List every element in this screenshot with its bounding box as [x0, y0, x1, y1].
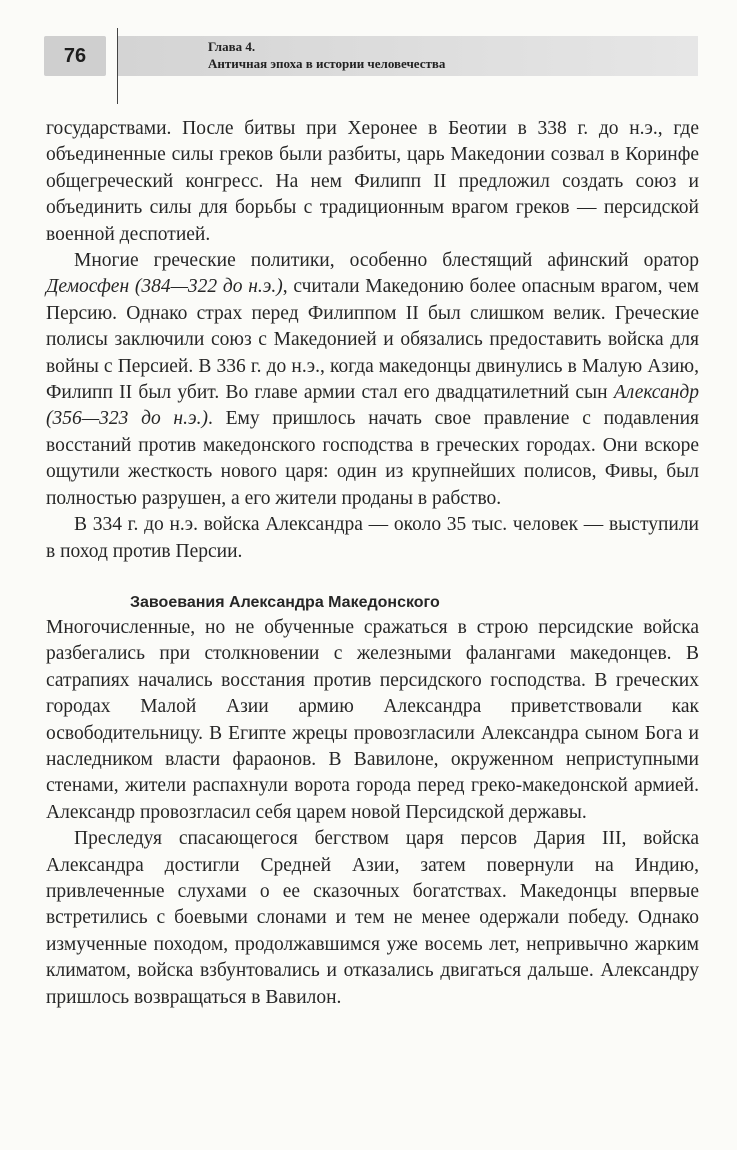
page-body	[46, 116, 699, 1011]
header-divider	[117, 28, 118, 104]
paragraph-3: В 334 г. до н.э. войска Александра — около 35 тыс. человек — выступили в поход против Персии.	[46, 514, 699, 562]
paragraph-2-text-c: . Ему пришлось начать свое правление с подавления восстаний против македонского господства в греческих городах. Они вскоре ощутили жесткость нового царя: один из крупнейших полисов, Фивы, был полностью разрушен, а его жители проданы в рабство.	[46, 408, 699, 509]
header-bar	[118, 36, 698, 76]
paragraph-4: Многочисленные, но не обученные сражаться в строю персидские войска разбегались при столкновении с железными фалангами македонцев. В сатрапиях начались восстания против персидского господства. В греческих городах Малой Азии армию Александра приветствовали как освободительницу. В Египте жрецы провозгласили Александра сыном Бога и наследником власти фараонов. В Вавилоне, окруженном неприступными стенами, жители распахнули ворота города перед греко-македонской армией. Александр провозгласил себя царем новой Персидской державы.	[46, 616, 699, 823]
chapter-label: Глава 4.	[208, 39, 256, 54]
paragraph-1: государствами. После битвы при Херонее в Беотии в 338 г. до н.э., где объединенные силы греков были разбиты, царь Македонии созвал в Коринфе общегреческий конгресс. На нем Филипп II предложил создать союз и объединить силы для борьбы с традиционным врагом греков — персидской военной деспотией.	[46, 118, 699, 245]
paragraph-2	[46, 248, 699, 512]
paragraph-5: Преследуя спасающегося бегством царя персов Дария III, войска Александра достигли Средней Азии, затем повернули на Индию, привлеченные слухами о ее сказочных богатствах. Македонцы впервые встретились с боевыми слонами и тем не менее одержали победу. Однако измученные походом, продолжавшимся уже восемь лет, непривычно жарким климатом, войска взбунтовались и отказались двигаться дальше. Александру пришлось возвращаться в Вавилон.	[46, 828, 699, 1008]
paragraph-2-text-b: , считали Македонию более опасным врагом, чем Персию. Однако страх перед Филиппом II был слишком велик. Греческие полисы заключили союз с Македонией и обязались предоставить войска для войны с Персией. В 336 г. до н.э., когда македонцы двинулись в Малую Азию, Филипп II был убит. Во главе армии стал его двадцатилетний сын	[46, 276, 699, 404]
chapter-title: Античная эпоха в истории человечества	[208, 56, 446, 71]
demosthenes-name: Демосфен (384—322 до н.э.)	[46, 276, 283, 298]
section-heading: Завоевания Александра Македонского	[130, 593, 440, 611]
running-header	[44, 36, 698, 76]
paragraph-2-text-a: Многие греческие политики, особенно блестящий афинский оратор	[74, 250, 699, 272]
alexander-name: Александр (356—323 до н.э.)	[46, 382, 699, 430]
page-number: 76	[44, 36, 106, 76]
